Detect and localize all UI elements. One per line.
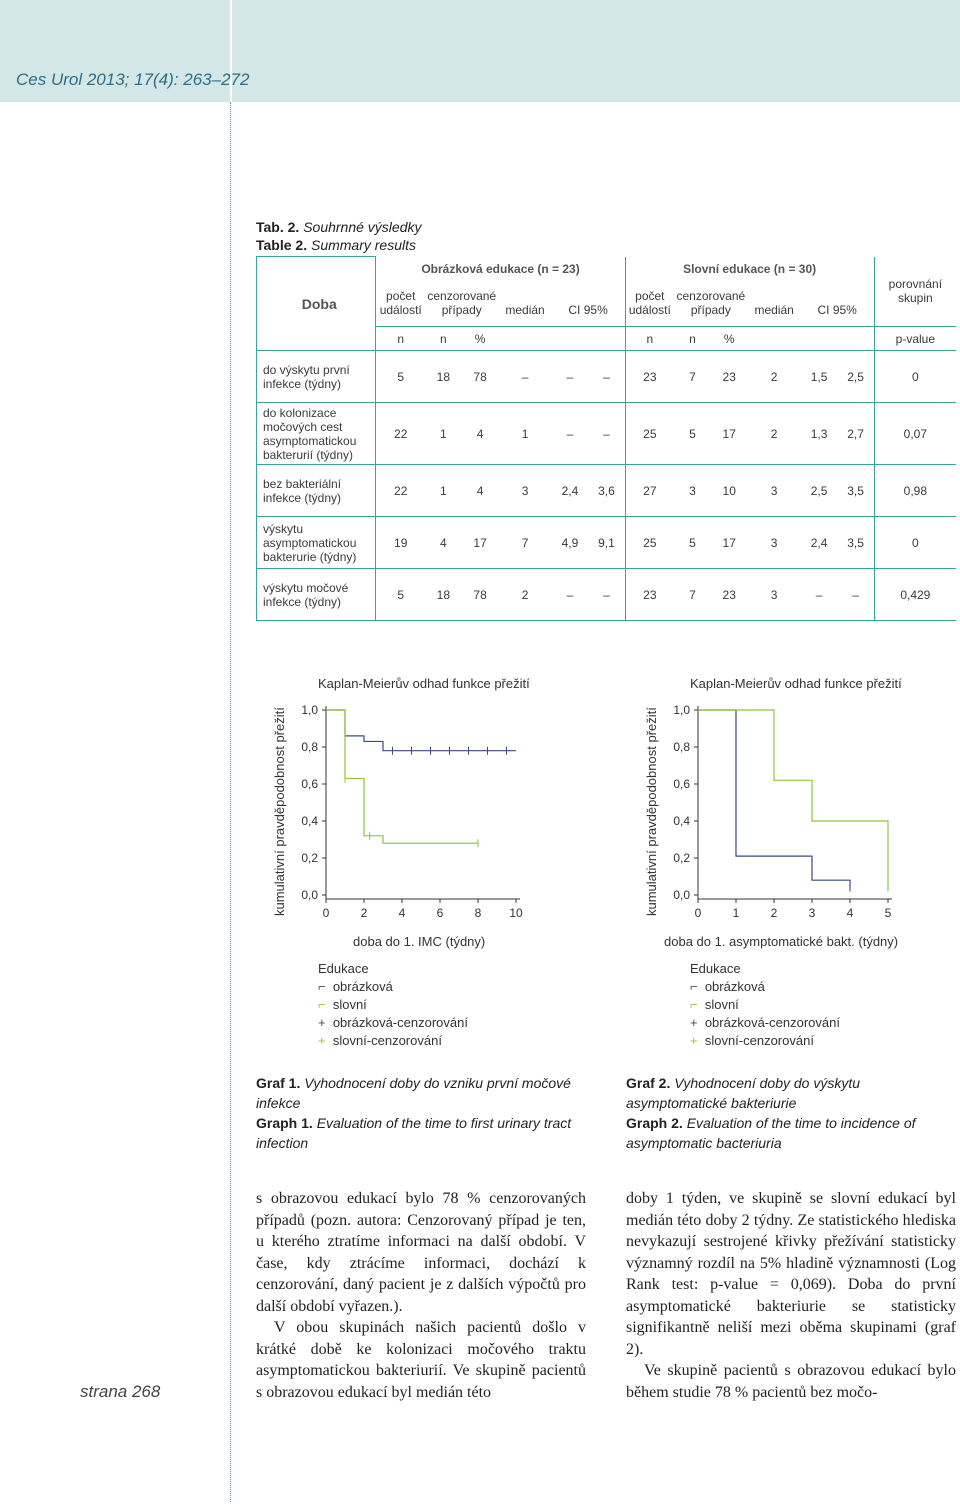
graph2-en: Evaluation of the time to incidence of asymptomatic bacteriuria (626, 1115, 916, 1151)
x-tick-label: 2 (770, 906, 778, 920)
table-row (257, 351, 957, 403)
table-cell: 0 (874, 351, 956, 403)
y-tick-label: 0,4 (301, 814, 318, 828)
paragraph: Ve skupině pacientů s obrazovou edukací bylo během studie 78 % pacientů bez močo- (626, 1362, 956, 1401)
doba-header: Doba (257, 257, 376, 351)
table-cell: 2,4 (552, 465, 589, 517)
table-cell: 5 (674, 403, 711, 465)
table-cell: – (588, 569, 625, 621)
table-cell: 0 (874, 517, 956, 569)
chart1-title: Kaplan-Meierův odhad funkce přežití (318, 676, 530, 691)
table-caption-cz-num: Tab. 2. (256, 219, 300, 235)
table-caption (256, 218, 422, 254)
sub-n-1: n (376, 327, 425, 351)
table-cell: 4 (425, 517, 462, 569)
table-cell: 17 (711, 517, 748, 569)
y-tick-label: 0,0 (301, 888, 318, 902)
legend-title: Edukace (318, 961, 369, 976)
legend-1: Edukace ⌐ obrázková ⌐ slovní + obrázková-cenzorování + slovní-cenzorování (318, 961, 468, 1048)
col-cenz-2: cenzorované případy (674, 281, 748, 327)
table-cell: 3,5 (837, 517, 874, 569)
journal-citation: Ces Urol 2013; 17(4): 263–272 (16, 70, 250, 89)
table-caption-cz: Souhrnné výsledky (303, 219, 422, 235)
x-tick-label: 2 (360, 906, 368, 920)
y-tick-label: 0,8 (673, 740, 690, 754)
series-line-obrazkova (326, 710, 516, 751)
y-tick-label: 1,0 (673, 703, 690, 717)
legend-obr: obrázková (332, 979, 393, 994)
table-cell: 4 (462, 465, 499, 517)
table-caption-en: Summary results (310, 237, 417, 253)
y-tick-label: 1,0 (301, 703, 318, 717)
table-row (257, 465, 957, 517)
legend-slov-cenz: slovní-cenzorování (704, 1033, 814, 1048)
x-tick-label: 4 (398, 906, 406, 920)
table-cell: 3 (748, 517, 801, 569)
table-cell: 23 (625, 351, 674, 403)
table-cell: 78 (462, 569, 499, 621)
chart1-xlabel: doba do 1. IMC (týdny) (353, 934, 486, 949)
legend-obr: obrázková (704, 979, 765, 994)
row-label: bez bakteriální infekce (týdny) (257, 465, 376, 517)
graph1-caption (256, 1073, 591, 1153)
table-cell: 0,07 (874, 403, 956, 465)
table-cell: – (588, 403, 625, 465)
table-cell: 2,5 (801, 465, 838, 517)
compare-header: porovnání skupin (874, 257, 956, 327)
table-cell: 19 (376, 517, 425, 569)
graph2-cz-num: Graf 2. (626, 1075, 671, 1091)
table-cell: 27 (625, 465, 674, 517)
paragraph: s obrazovou edukací bylo 78 % cenzorovaných případů (pozn. autora: Cenzorovaný případ je ten, u kterého ztratíme informaci na další období. V čase, kdy ztrácíme informaci, dochází k cenzorování, daný pacient je z dalších výpočtů pro další období vyřazen.). (256, 1190, 586, 1315)
row-label: výskytu asymptomatickou bakterurie (týdny) (257, 517, 376, 569)
row-label: do kolonizace močových cest asymptomatickou bakterurií (týdny) (257, 403, 376, 465)
x-tick-label: 0 (322, 906, 330, 920)
y-tick-label: 0,6 (673, 777, 690, 791)
table-cell: – (552, 403, 589, 465)
col-pocet-1: počet událostí (376, 281, 425, 327)
table-cell: 2,7 (837, 403, 874, 465)
graph2-caption (626, 1073, 956, 1153)
chart2-xlabel: doba do 1. asymptomatické bakt. (týdny) (664, 934, 899, 949)
x-tick-label: 5 (884, 906, 892, 920)
table-cell: 2 (498, 569, 551, 621)
chart2-plot (652, 695, 912, 930)
table-row (257, 403, 957, 465)
table-cell: 7 (498, 517, 551, 569)
table-cell: 18 (425, 351, 462, 403)
graph1-en-num: Graph 1. (256, 1115, 313, 1131)
y-tick-label: 0,2 (301, 851, 318, 865)
table-row (257, 569, 957, 621)
table-cell: – (552, 569, 589, 621)
legend-obr-cenz: obrázková-cenzorování (332, 1015, 468, 1030)
legend-slov: slovní (332, 997, 367, 1012)
col-pocet-2: počet událostí (625, 281, 674, 327)
table-cell: 22 (376, 465, 425, 517)
x-tick-label: 8 (474, 906, 482, 920)
sub-pvalue: p-value (874, 327, 956, 351)
y-tick-label: 0,6 (301, 777, 318, 791)
results-table (256, 256, 956, 621)
row-label: výskytu močové infekce (týdny) (257, 569, 376, 621)
series-line-slovni (326, 710, 478, 843)
sub-pct-1: % (462, 327, 499, 351)
legend-2: Edukace ⌐ obrázková ⌐ slovní + obrázková-cenzorování + slovní-cenzorování (690, 961, 840, 1048)
legend-slov-cenz: slovní-cenzorování (332, 1033, 442, 1048)
table-cell: 2,4 (801, 517, 838, 569)
table-cell: 17 (462, 517, 499, 569)
table-cell: 3 (674, 465, 711, 517)
x-tick-label: 4 (846, 906, 854, 920)
y-tick-label: 0,0 (673, 888, 690, 902)
col-median-1: medián (498, 281, 551, 327)
margin-rule (230, 102, 231, 1502)
table-cell: 4 (462, 403, 499, 465)
graph2-cz: Vyhodnocení doby do výskytu asymptomatické bakteriurie (626, 1075, 861, 1111)
table-body (257, 351, 957, 621)
col-ci-1: CI 95% (552, 281, 626, 327)
table-cell: 3 (498, 465, 551, 517)
table-cell: 1 (425, 465, 462, 517)
graph1-cz-num: Graf 1. (256, 1075, 301, 1091)
table-cell: 5 (376, 569, 425, 621)
legend-obr-cenz: obrázková-cenzorování (704, 1015, 840, 1030)
page-number: strana 268 (80, 1382, 161, 1401)
table-cell: 25 (625, 517, 674, 569)
table-cell: 2 (748, 351, 801, 403)
x-tick-label: 3 (808, 906, 816, 920)
table-cell: 7 (674, 569, 711, 621)
sub-n-3: n (625, 327, 674, 351)
y-tick-label: 0,8 (301, 740, 318, 754)
table-cell: – (837, 569, 874, 621)
col-cenz-1: cenzorované případy (425, 281, 499, 327)
table-cell: 3 (748, 569, 801, 621)
paragraph: doby 1 týden, ve skupině se slovní edukací byl medián této doby 2 týdny. Ze statistického hlediska nevykazují sestrojené křivky přežívání statisticky významný rozdíl na 5% hladině významnosti (Log Rank test: p-value = 0,069). Doba do první asymptomatické bakteriurie se statisticky signifikantně neliší mezi oběma skupinami (graf 2). (626, 1190, 956, 1358)
x-tick-label: 1 (732, 906, 740, 920)
col-median-2: medián (748, 281, 801, 327)
table-cell: 5 (674, 517, 711, 569)
table-cell: 2 (748, 403, 801, 465)
table-cell: 22 (376, 403, 425, 465)
table-cell: 78 (462, 351, 499, 403)
x-tick-label: 0 (694, 906, 702, 920)
table-cell: 5 (376, 351, 425, 403)
table-cell: 7 (674, 351, 711, 403)
table-cell: 1 (425, 403, 462, 465)
table-cell: 23 (711, 351, 748, 403)
table-cell: 1,3 (801, 403, 838, 465)
x-tick-label: 10 (509, 906, 523, 920)
table-cell: 2,5 (837, 351, 874, 403)
y-tick-label: 0,4 (673, 814, 690, 828)
table-cell: 10 (711, 465, 748, 517)
paragraph: V obou skupinách našich pacientů došlo v krátké době ke kolonizaci močového traktu asymptomatickou bakteriurií. Ve skupině pacientů s obrazovou edukací byl medián této (256, 1319, 586, 1401)
chart1-ylabel: kumulativní pravděpodobnost přežití (272, 707, 287, 916)
row-label: do výskytu první infekce (týdny) (257, 351, 376, 403)
table-cell: 1 (498, 403, 551, 465)
table-cell: 23 (711, 569, 748, 621)
sub-pct-2: % (711, 327, 748, 351)
chart2-ylabel: kumulativní pravděpodobnost přežití (644, 707, 659, 916)
sub-n-2: n (425, 327, 462, 351)
table-cell: 0,98 (874, 465, 956, 517)
table-cell: 4,9 (552, 517, 589, 569)
legend-slov: slovní (704, 997, 739, 1012)
table-cell: – (552, 351, 589, 403)
group1-header: Obrázková edukace (n = 23) (421, 261, 580, 276)
legend-title: Edukace (690, 961, 741, 976)
table-cell: 9,1 (588, 517, 625, 569)
table-cell: 3,6 (588, 465, 625, 517)
group2-header: Slovní edukace (n = 30) (625, 257, 874, 281)
series-line-slovni (698, 710, 888, 891)
chart1-plot (280, 695, 540, 930)
table-cell: 17 (711, 403, 748, 465)
graph2-en-num: Graph 2. (626, 1115, 683, 1131)
body-text-left (256, 1188, 586, 1403)
table-cell: 1,5 (801, 351, 838, 403)
table-cell: 18 (425, 569, 462, 621)
table-cell: 23 (625, 569, 674, 621)
col-ci-2: CI 95% (801, 281, 875, 327)
table-cell: 3 (748, 465, 801, 517)
table-cell: 3,5 (837, 465, 874, 517)
chart2-title: Kaplan-Meierův odhad funkce přežití (690, 676, 902, 691)
sub-n-4: n (674, 327, 711, 351)
graph1-en: Evaluation of the time to first urinary tract infection (256, 1115, 572, 1151)
header-band-right (232, 0, 960, 102)
graph1-cz: Vyhodnocení doby do vzniku první močové infekce (256, 1075, 571, 1111)
table-caption-en-num: Table 2. (256, 237, 308, 253)
body-text-right (626, 1188, 956, 1403)
table-cell: 25 (625, 403, 674, 465)
table-cell: – (588, 351, 625, 403)
table-cell: – (498, 351, 551, 403)
table-cell: 0,429 (874, 569, 956, 621)
table-row (257, 517, 957, 569)
x-tick-label: 6 (436, 906, 444, 920)
table-cell: – (801, 569, 838, 621)
y-tick-label: 0,2 (673, 851, 690, 865)
